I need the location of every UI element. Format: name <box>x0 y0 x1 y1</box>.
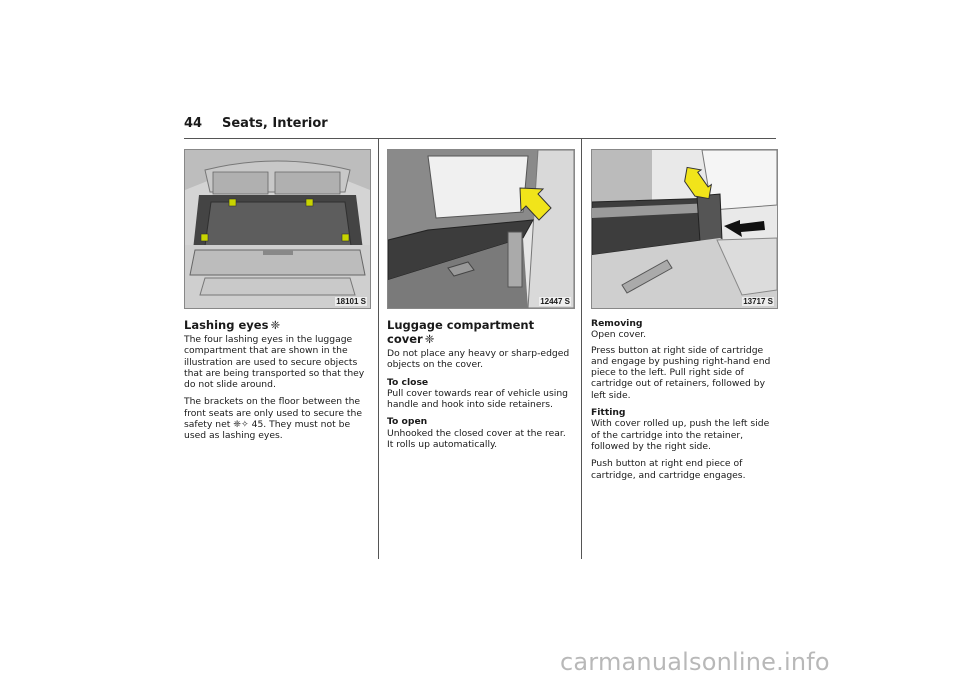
column-cartridge <box>591 318 777 487</box>
subheading-fitting: Fitting <box>591 407 626 419</box>
column-divider-1 <box>378 138 379 559</box>
heading-lashing-eyes <box>184 318 370 332</box>
paragraph-intro: Do not place any heavy or sharp-edged objects on the cover. <box>387 348 570 371</box>
subheading-to-close: To close <box>387 376 429 388</box>
paragraph-removing <box>591 318 777 341</box>
figure-lashing-eyes <box>184 149 371 309</box>
paragraph-safety-net <box>184 396 370 441</box>
subheading-removing: Removing <box>591 318 643 329</box>
text: Pull cover towards rear of vehicle using handle and hook into side retainers. <box>387 387 568 411</box>
figure-code: 13717 S <box>743 297 773 306</box>
figure-cartridge <box>591 149 778 309</box>
text: With cover rolled up, push the left side of the cartridge into the retainer, followed by the right side. <box>591 418 770 452</box>
text: Unhooked the closed cover at the rear. It rolls up automatically. <box>387 427 566 451</box>
column-divider-2 <box>581 138 582 559</box>
paragraph-fitting <box>591 407 777 452</box>
lashing-eyes-illustration <box>185 150 370 308</box>
equipment-star-icon: ❈ <box>424 332 435 346</box>
header-rule <box>184 138 776 139</box>
subheading-to-open: To open <box>387 416 428 428</box>
paragraph: Press button at right side of cartridge and engage by pushing right-hand end piece to the left. Pull right side of cartridge out of retainers, followed by left side. <box>591 344 771 401</box>
equipment-star-icon: ❈ <box>270 318 281 332</box>
column-luggage-cover <box>387 318 573 456</box>
section-title: Seats, Interior <box>222 116 328 131</box>
figure-code: 12447 S <box>540 297 570 306</box>
cartridge-illustration <box>592 150 777 308</box>
paragraph-to-open <box>387 416 573 450</box>
watermark: carmanualsonline.info <box>560 648 830 676</box>
paragraph-to-close <box>387 377 573 411</box>
page-header <box>184 116 776 138</box>
heading-luggage-cover <box>387 318 573 346</box>
page-number: 44 <box>184 116 203 131</box>
heading-text: Lashing eyes <box>184 318 269 332</box>
figure-luggage-cover <box>387 149 575 309</box>
figure-code: 18101 S <box>336 297 366 306</box>
luggage-cover-illustration <box>388 150 574 308</box>
cross-reference-icon: ❈✧ <box>233 419 249 431</box>
text: Open cover. <box>591 329 647 341</box>
paragraph: Push button at right end piece of cartridge, and cartridge engages. <box>591 458 746 481</box>
text: 45. They must not be used as lashing eyes. <box>184 419 351 442</box>
heading-text: Luggage compartment cover <box>387 318 535 346</box>
text: The brackets on the floor between the front seats are only used to secure the safety net <box>184 396 362 431</box>
paragraph: The four lashing eyes in the luggage compartment that are shown in the illustration are used to secure objects that are being transported so that they do not slide around. <box>184 334 365 391</box>
column-lashing-eyes <box>184 318 370 448</box>
